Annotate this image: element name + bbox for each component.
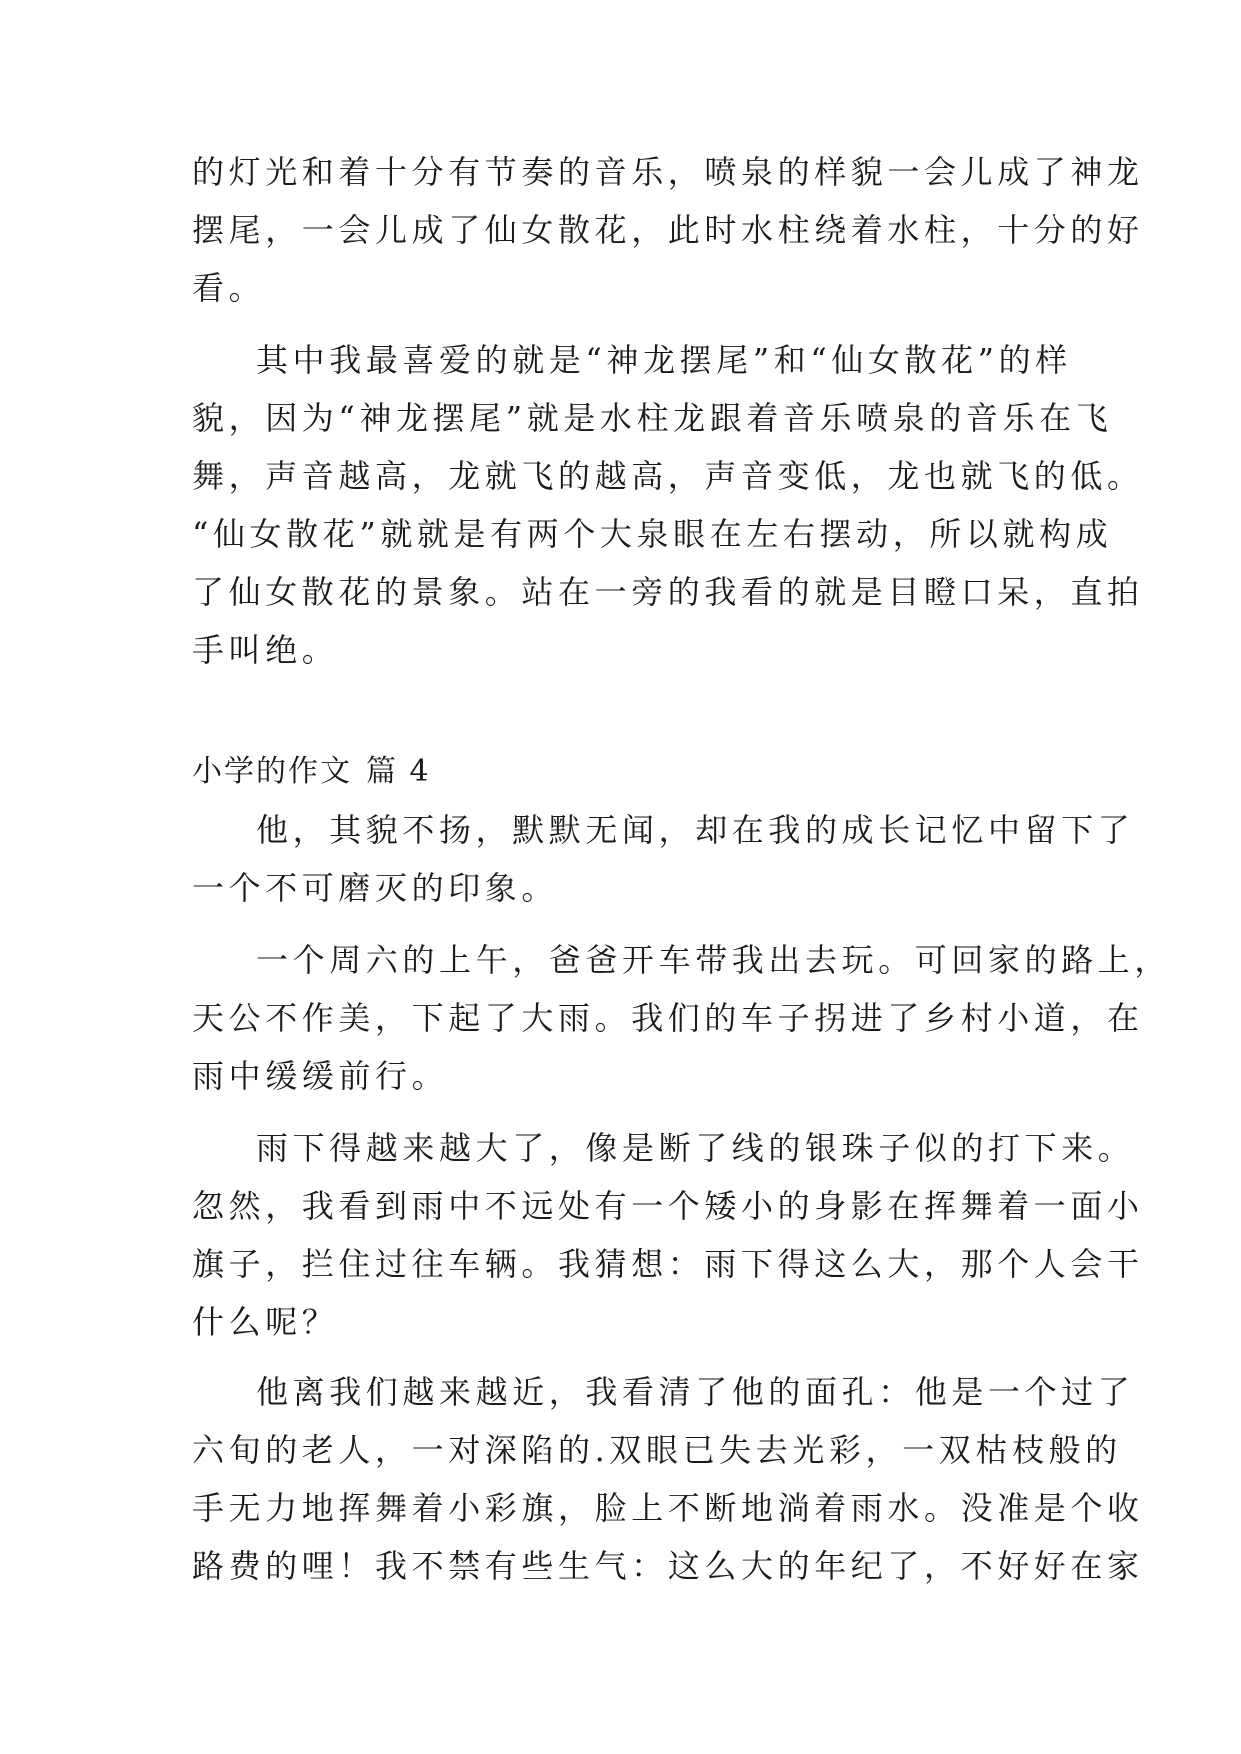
text-line: 雨中缓缓前行。: [192, 1057, 449, 1095]
text-line: 的灯光和着十分有节奏的音乐，喷泉的样貌一会儿成了神龙: [192, 153, 1144, 191]
text-line: 天公不作美，下起了大雨。我们的车子拐进了乡村小道，在: [192, 999, 1144, 1037]
text-line: 舞，声音越高，龙就飞的越高，声音变低，龙也就飞的低。: [192, 457, 1144, 495]
text-line: 忽然，我看到雨中不远处有一个矮小的身影在挥舞着一面小: [192, 1187, 1144, 1225]
text-line: 六旬的老人，一对深陷的.双眼已失去光彩，一双枯枝般的: [192, 1431, 1122, 1469]
paragraph-start: 其中我最喜爱的就是“神龙摆尾”和“仙女散花”的样: [256, 341, 1072, 379]
heading-title: 小学的作文: [192, 754, 352, 789]
text-line: 一个不可磨灭的印象。: [192, 869, 559, 907]
text-line: 旗子，拦住过往车辆。我猜想：雨下得这么大，那个人会干: [192, 1245, 1144, 1283]
text-line: 手无力地挥舞着小彩旗，脸上不断地淌着雨水。没准是个收: [192, 1489, 1144, 1527]
paragraph-start: 一个周六的上午，爸爸开车带我出去玩。可回家的路上，: [256, 941, 1172, 979]
paragraph-start: 他离我们越来越近，我看清了他的面孔：他是一个过了: [256, 1373, 1135, 1411]
text-line: 路费的哩！我不禁有些生气：这么大的年纪了，不好好在家: [192, 1547, 1144, 1585]
paragraph-start: 雨下得越来越大了，像是断了线的银珠子似的打下来。: [256, 1129, 1135, 1167]
text-line: “仙女散花”就就是有两个大泉眼在左右摆动，所以就构成: [192, 515, 1113, 553]
text-line: 貌，因为“神龙摆尾”就是水柱龙跟着音乐喷泉的音乐在飞: [192, 399, 1113, 437]
text-line: 了仙女散花的景象。站在一旁的我看的就是目瞪口呆，直拍: [192, 573, 1144, 611]
text-line: 什么呢？: [192, 1303, 339, 1341]
section-heading: [192, 752, 431, 792]
paragraph-start: 他，其貌不扬，默默无闻，却在我的成长记忆中留下了: [256, 811, 1135, 849]
text-line: 摆尾，一会儿成了仙女散花，此时水柱绕着水柱，十分的好: [192, 211, 1144, 249]
heading-number: 篇 4: [366, 754, 431, 789]
text-line: 手叫绝。: [192, 631, 339, 669]
text-line: 看。: [192, 269, 266, 307]
